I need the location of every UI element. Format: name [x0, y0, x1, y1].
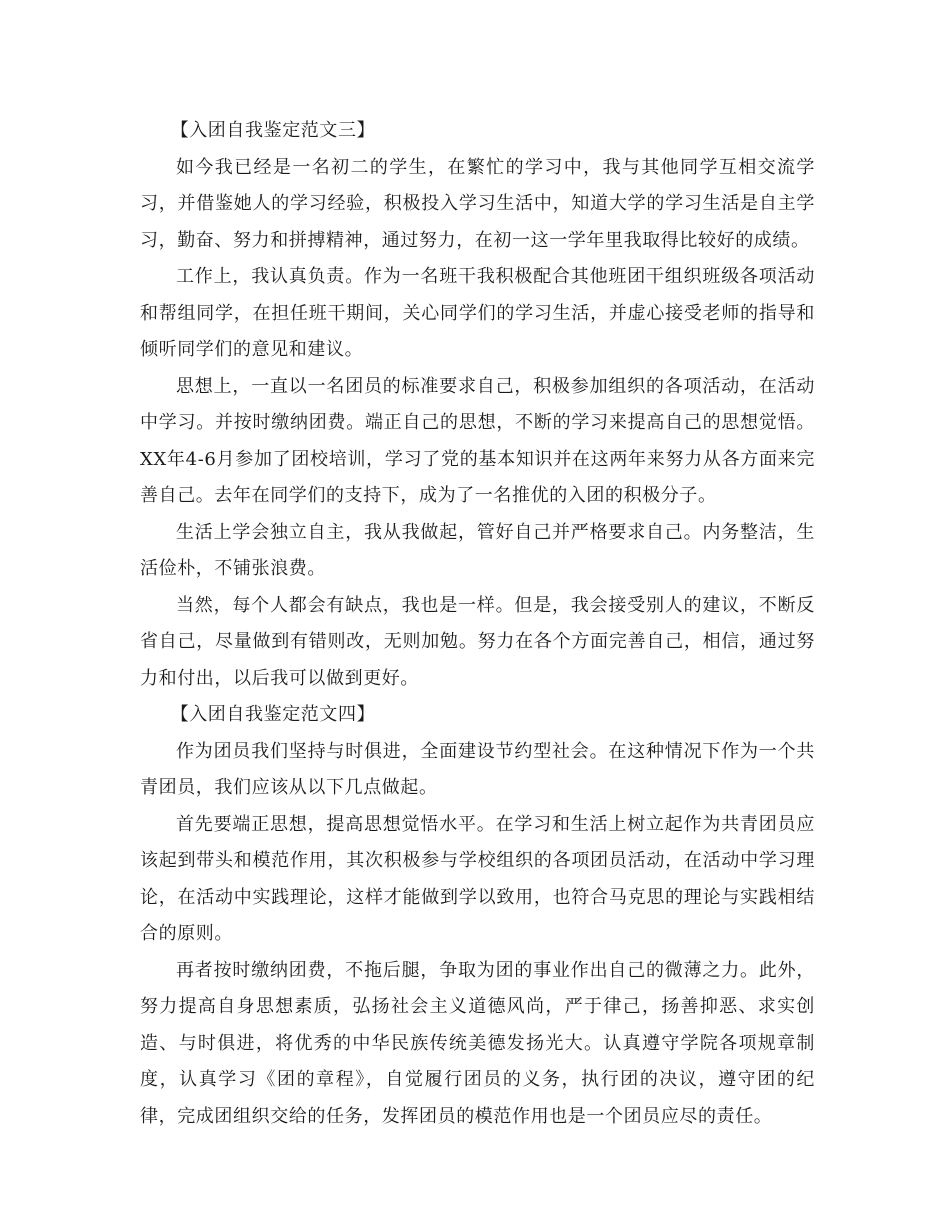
- paragraph-thought: 思想上，一直以一名团员的标准要求自己，积极参加组织的各项活动，在活动中学习。并按时缴纳团费。端正自己的思想，不断的学习来提高自己的思想觉悟。XX年4-6月参加了团校培训，学习了党的基本知识并在这两年来努力从各方面来完善自己。去年在同学们的支持下，成为了一名推优的入团的积极分子。: [140, 375, 815, 506]
- document-body: [140, 113, 815, 1135]
- section-heading-4: 【入团自我鉴定范文四】: [170, 704, 376, 725]
- paragraph-shortcomings: 当然，每个人都会有缺点，我也是一样。但是，我会接受别人的建议，不断反省自己，尽量做到有错则改，无则加勉。努力在各个方面完善自己，相信，通过努力和付出，以后我可以做到更好。: [140, 594, 815, 689]
- paragraph-intro: 如今我已经是一名初二的学生，在繁忙的学习中，我与其他同学互相交流学习，并借鉴她人的学习经验，积极投入学习生活中，知道大学的学习生活是自主学习，勤奋、努力和拼搏精神，通过努力，在初一这一学年里我取得比较好的成绩。: [140, 156, 815, 251]
- section-heading-3: 【入团自我鉴定范文三】: [170, 120, 376, 141]
- paragraph-second: 再者按时缴纳团费，不拖后腿，争取为团的事业作出自己的微薄之力。此外，努力提高自身思想素质，弘扬社会主义道德风尚，严于律己，扬善抑恶、求实创造、与时俱进，将优秀的中华民族传统美德发扬光大。认真遵守学院各项规章制度，认真学习《团的章程》，自觉履行团员的义务，执行团的决议，遵守团的纪律，完成团组织交给的任务，发挥团员的模范作用也是一个团员应尽的责任。: [140, 959, 815, 1127]
- paragraph-work: 工作上，我认真负责。作为一名班干我积极配合其他班团干组织班级各项活动和帮组同学，在担任班干期间，关心同学们的学习生活，并虚心接受老师的指导和倾听同学们的意见和建议。: [140, 266, 815, 360]
- paragraph-life: 生活上学会独立自主，我从我做起，管好自己并严格要求自己。内务整洁，生活俭朴，不铺张浪费。: [140, 521, 815, 579]
- paragraph-first: 首先要端正思想，提高思想觉悟水平。在学习和生活上树立起作为共青团员应该起到带头和模范作用，其次积极参与学校组织的各项团员活动，在活动中学习理论，在活动中实践理论，这样才能做到学以致用，也符合马克思的理论与实践相结合的原则。: [140, 813, 815, 944]
- paragraph-league-member: 作为团员我们坚持与时俱进，全面建设节约型社会。在这种情况下作为一个共青团员，我们应该从以下几点做起。: [140, 740, 815, 798]
